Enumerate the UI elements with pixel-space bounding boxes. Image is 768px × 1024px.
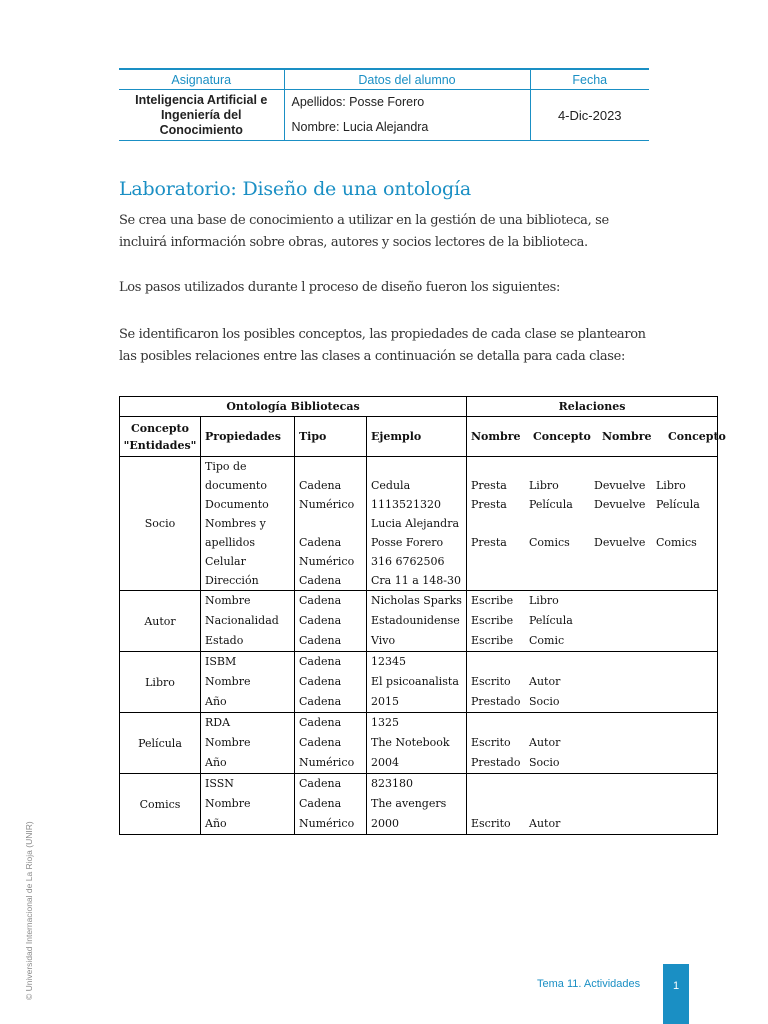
example-cell <box>367 457 467 591</box>
relation-name <box>590 591 652 611</box>
relation-name: Escribe <box>471 614 514 627</box>
relation-column <box>652 713 710 773</box>
concept-cell: Comics <box>120 774 201 835</box>
relation-concept: Comics <box>529 536 570 549</box>
relation-concept: Autor <box>529 675 561 688</box>
example-line: 823180 <box>371 777 413 790</box>
property-line: Nacionalidad <box>205 614 279 627</box>
property-line: Nombre <box>205 675 251 688</box>
concept-cell: Autor <box>120 591 201 652</box>
example-cell <box>367 774 467 835</box>
relation-column <box>467 774 525 834</box>
example-line: Cra 11 a 148-30 <box>371 574 461 587</box>
relation-column <box>467 457 525 590</box>
type-line: Numérico <box>299 756 355 769</box>
relation-name <box>590 794 652 814</box>
type-line: Cadena <box>299 736 342 749</box>
date-cell: 4-Dic-2023 <box>530 90 649 141</box>
example-cell <box>367 591 467 652</box>
property-line: Tipo de <box>205 460 247 473</box>
relation-concept: Libro <box>529 594 559 607</box>
relation-concept <box>652 753 710 773</box>
relation-name <box>467 457 525 476</box>
footer-section: Tema 11. Actividades <box>537 978 641 990</box>
ontology-body <box>120 457 718 835</box>
property-line: Año <box>205 817 227 830</box>
relation-name <box>467 552 525 571</box>
example-line: Lucia Alejandra <box>371 517 460 530</box>
relation-name: Prestado <box>471 695 521 708</box>
relations-cell <box>467 652 718 713</box>
type-line: Cadena <box>299 695 342 708</box>
relation-name <box>590 571 652 590</box>
relation-name: Devuelve <box>594 536 646 549</box>
relation-concept: Socio <box>529 756 560 769</box>
type-line: Cadena <box>299 675 342 688</box>
property-line: Nombre <box>205 797 251 810</box>
property-cell <box>201 713 295 774</box>
property-line: ISSN <box>205 777 234 790</box>
relation-concept <box>652 814 710 834</box>
relation-concept <box>652 774 710 794</box>
example-line: 1113521320 <box>371 498 441 511</box>
table-row <box>120 774 718 835</box>
concept-header-line: Concepto <box>131 421 189 435</box>
column-header-properties: Propiedades <box>201 417 295 457</box>
property-line: Dirección <box>205 574 259 587</box>
property-line: Documento <box>205 498 269 511</box>
property-cell <box>201 774 295 835</box>
subject-line: Ingeniería del <box>160 107 242 122</box>
relation-concept: Socio <box>529 695 560 708</box>
relation-column <box>652 591 710 651</box>
relation-concept <box>652 713 710 733</box>
relation-concept <box>652 552 710 571</box>
relation-name <box>467 713 525 733</box>
example-line: 12345 <box>371 655 406 668</box>
group-header-ontology: Ontología Bibliotecas <box>120 397 467 417</box>
relation-concept <box>652 652 710 672</box>
example-line: Estadounidense <box>371 614 460 627</box>
relation-concept: Libro <box>529 479 559 492</box>
relation-name <box>467 794 525 814</box>
example-line: Posse Forero <box>371 536 444 549</box>
type-cell <box>295 457 367 591</box>
relation-name <box>590 692 652 712</box>
type-cell <box>295 652 367 713</box>
steps-paragraph: Los pasos utilizados durante l proceso de diseño fueron los siguientes: <box>119 280 560 295</box>
type-line: Cadena <box>299 777 342 790</box>
relation-concept <box>652 514 710 533</box>
subject-line: Conocimiento <box>159 122 243 137</box>
example-line: Vivo <box>371 634 396 647</box>
relation-name: Escribe <box>471 594 514 607</box>
type-line: Cadena <box>299 594 342 607</box>
relation-name <box>590 457 652 476</box>
relation-column <box>525 591 590 651</box>
type-cell <box>295 713 367 774</box>
relation-name: Presta <box>471 498 507 511</box>
column-header-rel-concept: Concepto <box>533 430 591 443</box>
relation-concept <box>652 692 710 712</box>
relation-name: Prestado <box>471 756 521 769</box>
relation-concept <box>525 514 590 533</box>
type-line <box>295 457 366 476</box>
relation-concept <box>652 672 710 692</box>
relation-concept: Autor <box>529 817 561 830</box>
relation-concept: Autor <box>529 736 561 749</box>
relation-column <box>590 774 652 834</box>
column-header-example: Ejemplo <box>367 417 467 457</box>
relation-name <box>467 571 525 590</box>
column-header-rel-name: Nombre <box>471 430 521 443</box>
example-line: Nicholas Sparks <box>371 594 462 607</box>
relation-column <box>652 652 710 712</box>
relation-name <box>590 733 652 753</box>
relation-concept <box>525 457 590 476</box>
property-line: Estado <box>205 634 244 647</box>
example-line: Cedula <box>371 479 411 492</box>
relation-name <box>467 774 525 794</box>
concept-cell: Socio <box>120 457 201 591</box>
table-row <box>120 591 718 652</box>
relation-column <box>590 713 652 773</box>
column-header-relations <box>467 417 726 457</box>
relation-concept <box>525 652 590 672</box>
table-row <box>120 652 718 713</box>
relation-concept: Película <box>529 498 573 511</box>
property-line: RDA <box>205 716 231 729</box>
relation-concept: Comic <box>529 634 565 647</box>
relation-column <box>467 591 525 651</box>
relation-concept <box>652 794 710 814</box>
property-line: Nombres y <box>205 517 266 530</box>
subject-line: Inteligencia Artificial e <box>135 92 268 107</box>
relation-name <box>590 774 652 794</box>
example-cell <box>367 713 467 774</box>
relations-cell <box>467 713 718 774</box>
relation-name: Presta <box>471 479 507 492</box>
example-line: El psicoanalista <box>371 675 459 688</box>
example-cell <box>367 652 467 713</box>
relation-name <box>590 672 652 692</box>
relation-concept <box>525 774 590 794</box>
type-line: Cadena <box>299 614 342 627</box>
example-line: The avengers <box>371 797 447 810</box>
student-surname: Apellidos: Posse Forero <box>291 95 425 109</box>
relation-concept <box>652 631 710 651</box>
header-col-datos-alumno: Datos del alumno <box>284 69 530 90</box>
relation-column <box>652 774 710 834</box>
relation-name: Escrito <box>471 736 511 749</box>
example-line: 1325 <box>371 716 399 729</box>
header-col-fecha: Fecha <box>530 69 649 90</box>
relation-name <box>590 552 652 571</box>
property-cell <box>201 652 295 713</box>
relation-column <box>525 713 590 773</box>
property-line: Año <box>205 756 227 769</box>
relation-concept <box>525 552 590 571</box>
type-line: Numérico <box>299 498 355 511</box>
concept-cell: Película <box>120 713 201 774</box>
property-line: apellidos <box>205 536 255 549</box>
relation-column <box>652 457 710 590</box>
relation-name <box>590 631 652 651</box>
relation-concept <box>525 571 590 590</box>
header-col-asignatura: Asignatura <box>119 69 284 90</box>
relation-name: Devuelve <box>594 479 646 492</box>
relation-name <box>467 652 525 672</box>
property-line: Celular <box>205 555 246 568</box>
column-header-concept <box>120 417 201 457</box>
type-line: Cadena <box>299 536 342 549</box>
property-line: Nombre <box>205 594 251 607</box>
relation-concept <box>652 457 710 476</box>
relation-name <box>590 514 652 533</box>
relation-concept <box>652 571 710 590</box>
relation-column <box>467 713 525 773</box>
type-line <box>295 514 366 533</box>
relation-column <box>525 774 590 834</box>
column-header-rel-concept: Concepto <box>668 430 726 443</box>
relation-concept: Comics <box>656 536 697 549</box>
relation-concept: Libro <box>656 479 686 492</box>
type-cell <box>295 774 367 835</box>
relation-column <box>525 652 590 712</box>
relation-name: Escrito <box>471 675 511 688</box>
relation-name <box>590 652 652 672</box>
intro-paragraph: Se crea una base de conocimiento a utilizar en la gestión de una biblioteca, se incluirá información sobre obras, autores y socios lectores de la biblioteca. <box>119 213 609 250</box>
type-line: Cadena <box>299 479 342 492</box>
relation-concept <box>525 794 590 814</box>
relation-name: Escribe <box>471 634 514 647</box>
example-line: 2004 <box>371 756 399 769</box>
concept-header-line: "Entidades" <box>123 438 197 452</box>
example-line: 2000 <box>371 817 399 830</box>
relation-name <box>467 514 525 533</box>
relation-name <box>590 713 652 733</box>
example-line: 316 6762506 <box>371 555 445 568</box>
page-title: Laboratorio: Diseño de una ontología <box>119 178 472 200</box>
relations-cell <box>467 774 718 835</box>
table-row <box>120 457 718 591</box>
property-line: Nombre <box>205 736 251 749</box>
property-cell <box>201 457 295 591</box>
example-line: The Notebook <box>371 736 450 749</box>
relation-name: Devuelve <box>594 498 646 511</box>
relation-name <box>590 814 652 834</box>
type-line: Cadena <box>299 716 342 729</box>
example-line: 2015 <box>371 695 399 708</box>
relations-cell <box>467 457 718 591</box>
relation-column <box>590 591 652 651</box>
relation-concept <box>652 733 710 753</box>
relation-name <box>590 611 652 631</box>
copyright-text: © Universidad Internacional de La Rioja (UNIR) <box>24 821 34 1000</box>
ontology-table <box>119 396 726 835</box>
relation-concept <box>652 611 710 631</box>
table-row <box>120 713 718 774</box>
type-line: Numérico <box>299 555 355 568</box>
student-name: Nombre: Lucia Alejandra <box>291 120 429 134</box>
type-line: Cadena <box>299 797 342 810</box>
student-cell <box>284 90 530 141</box>
relation-column <box>467 652 525 712</box>
relation-column <box>525 457 590 590</box>
property-line: documento <box>205 479 267 492</box>
example-line <box>367 457 466 476</box>
relation-column <box>590 457 652 590</box>
header-table <box>119 68 649 141</box>
type-line: Numérico <box>299 817 355 830</box>
property-line: Año <box>205 695 227 708</box>
relation-name: Presta <box>471 536 507 549</box>
property-line: ISBM <box>205 655 237 668</box>
relation-column <box>590 652 652 712</box>
column-header-type: Tipo <box>295 417 367 457</box>
relation-name <box>590 753 652 773</box>
subject-cell <box>119 90 284 141</box>
type-line: Cadena <box>299 634 342 647</box>
relations-cell <box>467 591 718 652</box>
type-cell <box>295 591 367 652</box>
relation-concept <box>525 713 590 733</box>
concept-cell: Libro <box>120 652 201 713</box>
relation-concept: Película <box>529 614 573 627</box>
property-cell <box>201 591 295 652</box>
relation-concept <box>652 591 710 611</box>
type-line: Cadena <box>299 574 342 587</box>
relation-name: Escrito <box>471 817 511 830</box>
group-header-relations: Relaciones <box>467 397 718 417</box>
relation-concept: Película <box>656 498 700 511</box>
type-line: Cadena <box>299 655 342 668</box>
page-number: 1 <box>663 964 689 1024</box>
concepts-paragraph: Se identificaron los posibles conceptos, las propiedades de cada clase se plantearon las posibles relaciones entre las clases a continuación se detalla para cada clase: <box>119 327 646 364</box>
column-header-rel-name: Nombre <box>602 430 652 443</box>
